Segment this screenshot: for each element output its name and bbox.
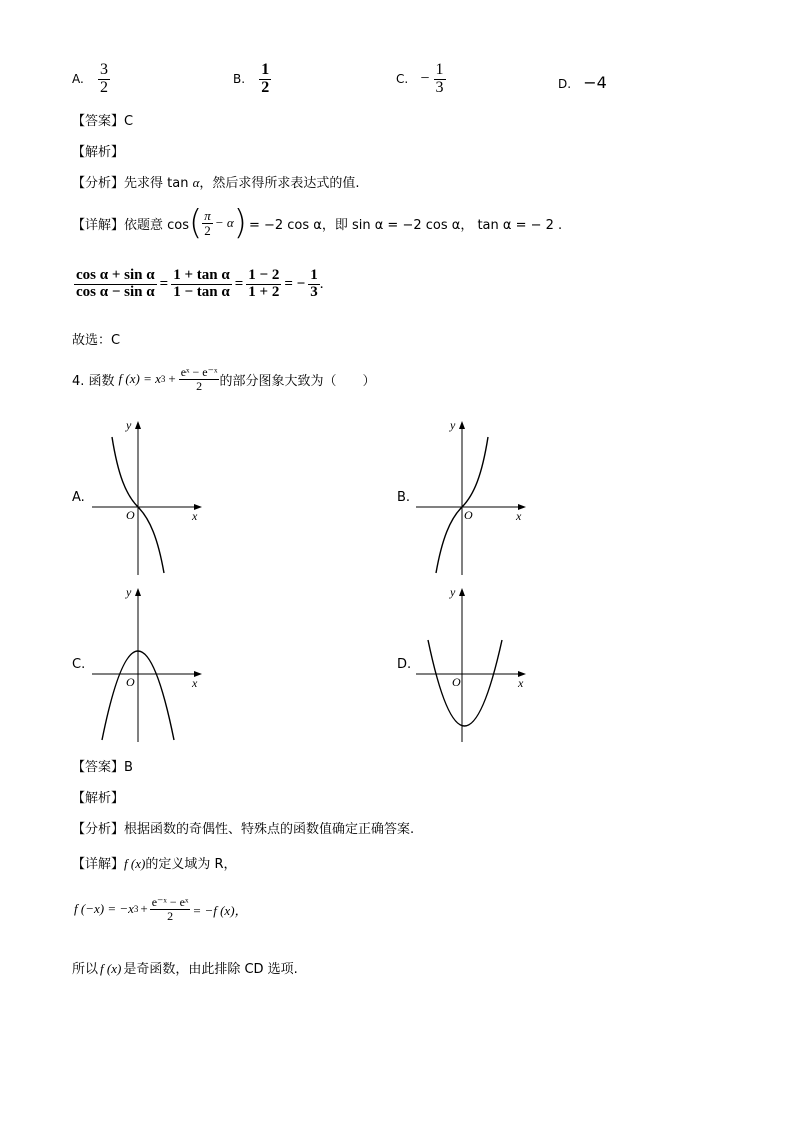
graph-b	[412, 415, 532, 577]
origin-label: O	[126, 508, 135, 522]
option-d-value: −4	[583, 73, 607, 92]
eq-m1: $\frac{\text{1 + tan α}}{\text{1 − tan α}}$	[173, 267, 230, 300]
graph-b-label: B.	[397, 490, 411, 505]
q4-fenxi-line: 【分析】根据函数的奇偶性、特殊点的函数值确定正确答案.	[72, 822, 415, 837]
q4-analysis-tag: 【解析】	[72, 791, 125, 806]
y-label: y	[450, 585, 456, 599]
y-arrow	[459, 588, 465, 596]
answer-tag: 【答案】	[72, 760, 125, 775]
graph-a	[88, 415, 208, 577]
q4-conclusion: 所以 f (x) 是奇函数，由此排除 CD 选项.	[72, 961, 298, 977]
option-b-letter: B.	[233, 71, 246, 86]
pi-over-2: $\frac{\pi}{2}$	[204, 207, 211, 238]
origin-label: O	[126, 675, 135, 689]
option-c-letter: C.	[396, 71, 409, 86]
option-c-fraction: $\frac{1}{3}$	[435, 61, 444, 96]
graph-d-label: D.	[397, 657, 412, 672]
y-arrow	[135, 588, 141, 596]
graph-a-label: A.	[72, 490, 85, 505]
x-label: x	[192, 509, 198, 523]
option-a-fraction: $\frac{3}{2}$	[99, 61, 108, 96]
fenxi-tag: 【分析】	[72, 822, 125, 837]
graph-c	[88, 582, 208, 744]
detail-tag: 【详解】	[72, 857, 125, 872]
fenxi-tag: 【分析】	[72, 176, 125, 191]
option-b	[233, 62, 271, 97]
stem-fraction: $\frac{\text{eˣ − e⁻ˣ}}{2}$	[180, 365, 218, 393]
y-arrow	[459, 421, 465, 429]
detail-tag: 【详解】	[72, 217, 125, 233]
graph-c-label: C.	[72, 657, 86, 672]
option-a-letter: A.	[72, 71, 84, 86]
q3-conclusion: 故选：C	[72, 333, 121, 348]
option-a	[72, 62, 110, 97]
x-label: x	[518, 676, 524, 690]
q3-equation: $\frac{\text{cos α + sin α}}{\text{cos α − sin α}}$ = $\frac{\text{1 + tan α}}{\text{1 − tan α}}$ = $\frac{1 - 2}{1 + 2}$ = − $\frac{1}{3}$ .	[76, 267, 324, 300]
curve-d	[428, 640, 502, 726]
y-label: y	[126, 585, 132, 599]
option-b-fraction: $\frac{1}{2}$	[261, 61, 270, 96]
eq2-fraction: $\frac{\text{e⁻ˣ − eˣ}}{2}$	[151, 895, 189, 923]
q4-stem: 4. 函数 f (x) = x 3 + $\frac{\text{eˣ − e⁻ˣ}}{2}$ 的部分图象大致为（ ）	[72, 365, 376, 393]
y-label: y	[126, 418, 132, 432]
q4-equation: f (−x) = −x 3 + $\frac{\text{e⁻ˣ − eˣ}}{2}$ = −f (x)，	[74, 895, 248, 923]
q4-detail-line: 【详解】f (x)的定义域为 R，	[72, 856, 237, 872]
eq-lhs: $\frac{\text{cos α + sin α}}{\text{cos α − sin α}}$	[76, 267, 155, 300]
q4-answer-line	[72, 756, 133, 775]
answer-value: C	[124, 114, 134, 129]
eq-m2: $\frac{1 - 2}{1 + 2}$	[248, 267, 280, 300]
eq-result: $\frac{1}{3}$	[310, 267, 318, 300]
q3-fenxi-line: 【分析】先求得 tan α，然后求得所求表达式的值.	[72, 175, 360, 191]
option-d	[558, 73, 607, 92]
answer-value: B	[124, 760, 133, 775]
q3-answer-line	[72, 110, 133, 129]
graph-d	[412, 582, 532, 744]
answer-tag: 【答案】	[72, 114, 125, 129]
option-c	[396, 62, 446, 97]
q3-detail-line: 【详解】 依题意 cos ( $\frac{\pi}{2}$ − α ) = −2 cos α，即 sin α = −2 cos α， tan α = − 2 .	[72, 203, 563, 243]
origin-label: O	[452, 675, 461, 689]
option-c-sign: −	[420, 70, 430, 88]
q3-analysis-tag: 【解析】	[72, 145, 125, 160]
y-label: y	[450, 418, 456, 432]
origin-label: O	[464, 508, 473, 522]
x-label: x	[516, 509, 522, 523]
x-label: x	[192, 676, 198, 690]
option-d-letter: D.	[558, 77, 572, 91]
y-arrow	[135, 421, 141, 429]
